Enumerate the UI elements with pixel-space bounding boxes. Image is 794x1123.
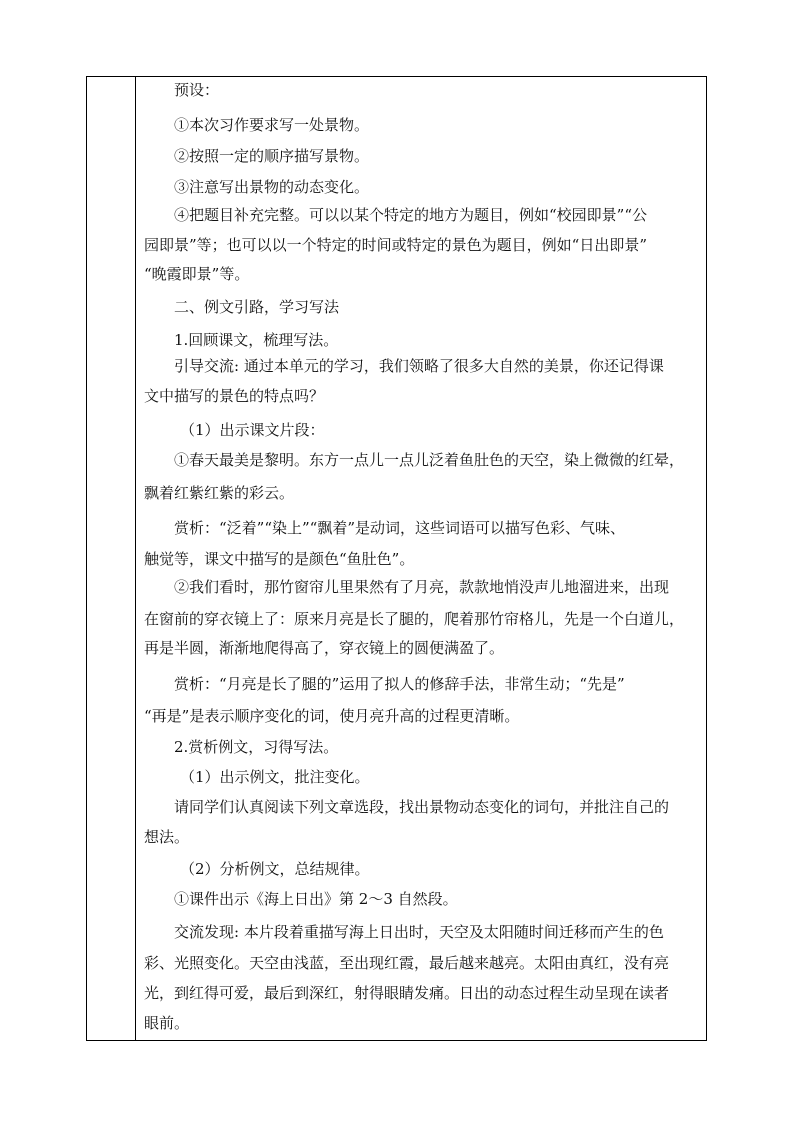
text-line: 赏析：“月亮是长了腿的”运用了拟人的修辞手法，非常生动；“先是”: [174, 675, 625, 693]
text-line: ④把题目补充完整。可以以某个特定的地方为题目，例如“校园即景”“公: [174, 206, 648, 224]
text-line: （1）出示例文，批注变化。: [180, 768, 370, 786]
text-line: 2.赏析例文，习得写法。: [174, 738, 339, 756]
text-line: “晚霞即景”等。: [144, 265, 250, 283]
text-line: 请同学们认真阅读下列文章选段，找出景物动态变化的词句，并批注自己的: [174, 798, 670, 816]
text-line: 光，到红得可爱，最后到深红，射得眼睛发痛。日出的动态过程生动呈现在读者: [144, 984, 670, 1002]
lesson-table: [86, 76, 707, 1041]
text-line: ②按照一定的顺序描写景物。: [174, 147, 370, 165]
text-line: 眼前。: [144, 1014, 190, 1032]
text-line: 文中描写的景色的特点吗？: [144, 387, 325, 405]
text-line: 触觉等，课文中描写的是颜色“鱼肚色”。: [144, 550, 415, 568]
text-line: 再是半圆，渐渐地爬得高了，穿衣镜上的圆便满盈了。: [144, 639, 505, 657]
text-line: 想法。: [144, 828, 190, 846]
text-line: ①本次习作要求写一处景物。: [174, 116, 370, 134]
text-line: （2）分析例文，总结规律。: [180, 860, 370, 878]
text-line: 二、例文引路，学习写法: [174, 298, 340, 316]
text-line: 预设：: [174, 81, 220, 99]
text-line: 飘着红紫红紫的彩云。: [144, 484, 295, 502]
text-line: 1.回顾课文，梳理写法。: [174, 331, 339, 349]
text-line: “再是”是表示顺序变化的词，使月亮升高的过程更清晰。: [144, 707, 520, 725]
text-line: 赏析：“泛着”“染上”“飘着”是动词，这些词语可以描写色彩、气味、: [174, 519, 626, 537]
text-line: （1）出示课文片段：: [180, 421, 325, 439]
text-line: ③注意写出景物的动态变化。: [174, 178, 370, 196]
text-line: 在窗前的穿衣镜上了：原来月亮是长了腿的，爬着那竹帘格儿，先是一个白道儿，: [144, 610, 685, 628]
text-line: 园即景”等；也可以以一个特定的时间或特定的景色为题目，例如“日出即景”: [144, 236, 648, 254]
text-line: 交流发现: 本片段着重描写海上日出时，天空及太阳随时间迁移而产生的色: [174, 923, 664, 941]
text-line: ①春天最美是黎明。东方一点儿一点儿泛着鱼肚色的天空，染上微微的红晕，: [174, 451, 685, 469]
text-line: ②我们看时，那竹窗帘儿里果然有了月亮，款款地悄没声儿地溜进来，出现: [174, 578, 670, 596]
text-line: ①课件出示《海上日出》第 2～3 自然段。: [174, 890, 458, 908]
text-line: 引导交流: 通过本单元的学习，我们领略了很多大自然的美景，你还记得课: [174, 357, 664, 375]
text-line: 彩、光照变化。天空由浅蓝，至出现红霞，最后越来越亮。太阳由真红，没有亮: [144, 954, 670, 972]
column-divider: [135, 77, 136, 1040]
